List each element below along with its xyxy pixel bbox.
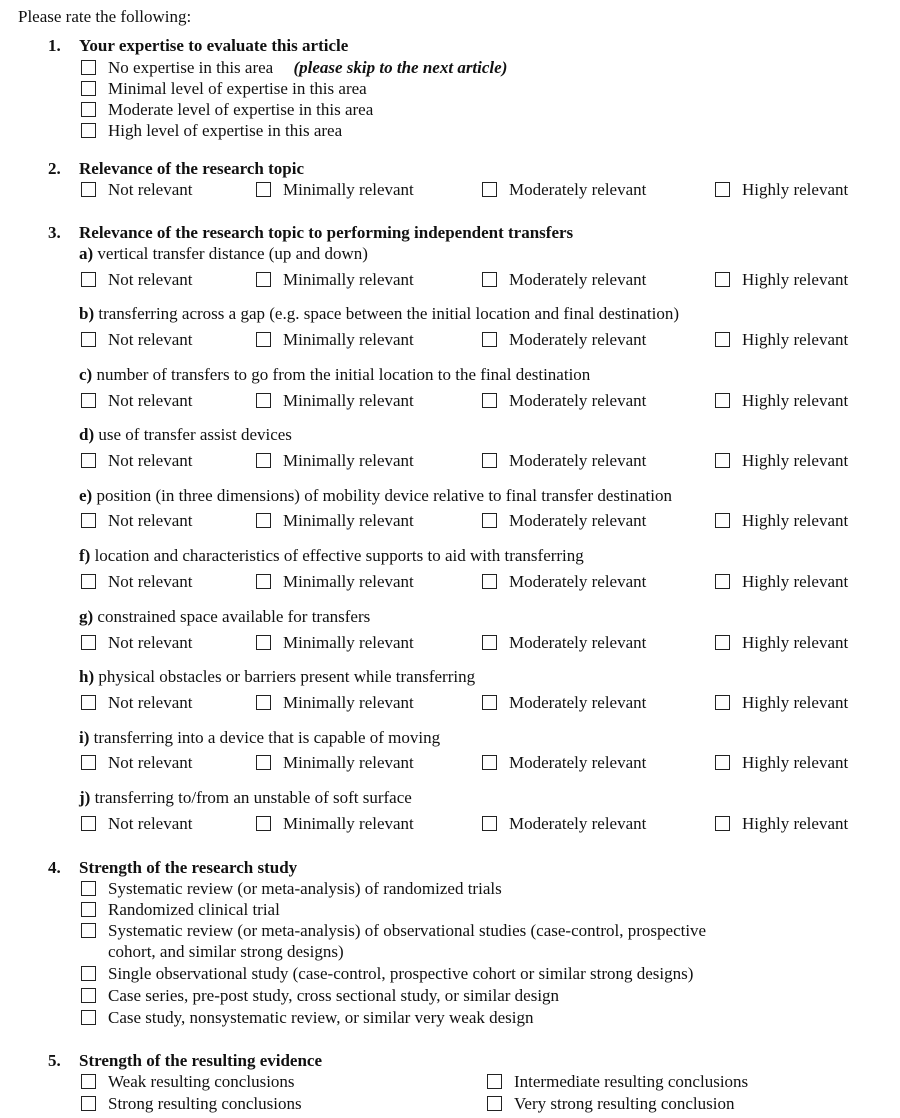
subitem-text: constrained space available for transfers (97, 607, 371, 626)
checkbox[interactable] (81, 635, 96, 650)
checkbox[interactable] (81, 453, 96, 468)
checkbox[interactable] (256, 332, 271, 347)
minimally-relevant-option[interactable]: Minimally relevant (256, 571, 414, 592)
checkbox[interactable] (715, 393, 730, 408)
minimally-relevant-option[interactable]: Minimally relevant (256, 510, 414, 531)
moderately-relevant-option[interactable]: Moderately relevant (482, 510, 646, 531)
evidence-option-weak[interactable]: Weak resulting conclusions (81, 1071, 295, 1092)
checkbox[interactable] (482, 332, 497, 347)
minimally-relevant-option[interactable]: Minimally relevant (256, 390, 414, 411)
checkbox[interactable] (482, 453, 497, 468)
subitem-text: transferring to/from an unstable of soft surface (94, 788, 412, 807)
expertise-option-moderate[interactable]: Moderate level of expertise in this area (81, 99, 373, 120)
checkbox[interactable] (81, 513, 96, 528)
moderately-relevant-option[interactable]: Moderately relevant (482, 752, 646, 773)
checkbox[interactable] (256, 453, 271, 468)
subitem-text: number of transfers to go from the initial location to the final destination (96, 365, 591, 384)
highly-relevant-option[interactable]: Highly relevant (715, 510, 848, 531)
moderately-relevant-option[interactable]: Moderately relevant (482, 269, 646, 290)
checkbox[interactable] (81, 272, 96, 287)
study-option-4[interactable]: Single observational study (case-control, prospective cohort or similar strong designs) (81, 963, 693, 984)
checkbox[interactable] (256, 182, 271, 197)
highly-relevant-option[interactable]: Highly relevant (715, 632, 848, 653)
highly-relevant-option[interactable]: Highly relevant (715, 752, 848, 773)
minimally-relevant-option[interactable]: Minimally relevant (256, 450, 414, 471)
question-number: 5. (48, 1051, 61, 1070)
checkbox[interactable] (81, 1096, 96, 1111)
question-title: Strength of the resulting evidence (79, 1051, 323, 1070)
checkbox[interactable] (482, 695, 497, 710)
checkbox[interactable] (715, 755, 730, 770)
subitem-text: physical obstacles or barriers present while transferring (98, 667, 476, 686)
evidence-option-intermediate[interactable]: Intermediate resulting conclusions (487, 1071, 748, 1092)
moderately-relevant-option[interactable]: Moderately relevant (482, 632, 646, 653)
checkbox[interactable] (81, 1074, 96, 1089)
checkbox[interactable] (482, 755, 497, 770)
subitem-text: location and characteristics of effective supports to aid with transferring (94, 546, 584, 565)
checkbox[interactable] (256, 635, 271, 650)
moderately-relevant-option[interactable]: Moderately relevant (482, 329, 646, 350)
checkbox[interactable] (715, 513, 730, 528)
checkbox[interactable] (81, 182, 96, 197)
moderately-relevant-option[interactable]: Moderately relevant (482, 813, 646, 834)
subitem-text: position (in three dimensions) of mobility device relative to final transfer destination (96, 486, 672, 505)
minimally-relevant-option[interactable]: Minimally relevant (256, 179, 414, 200)
minimally-relevant-option[interactable]: Minimally relevant (256, 752, 414, 773)
not-relevant-option[interactable]: Not relevant (81, 571, 193, 592)
not-relevant-option[interactable]: Not relevant (81, 632, 193, 653)
checkbox[interactable] (715, 182, 730, 197)
question-title: Relevance of the research topic (79, 159, 305, 178)
checkbox[interactable] (81, 574, 96, 589)
expertise-option-none[interactable]: No expertise in this area (please skip to the next article) (81, 57, 507, 78)
study-option-5[interactable]: Case series, pre-post study, cross sectional study, or similar design (81, 985, 559, 1006)
checkbox[interactable] (482, 635, 497, 650)
highly-relevant-option[interactable]: Highly relevant (715, 179, 848, 200)
moderately-relevant-option[interactable]: Moderately relevant (482, 450, 646, 471)
checkbox[interactable] (715, 574, 730, 589)
checkbox[interactable] (715, 635, 730, 650)
study-option-3[interactable]: Systematic review (or meta-analysis) of observational studies (case-control, prospective (81, 920, 706, 941)
checkbox[interactable] (482, 816, 497, 831)
not-relevant-option[interactable]: Not relevant (81, 329, 193, 350)
not-relevant-option[interactable]: Not relevant (81, 179, 193, 200)
checkbox[interactable] (81, 923, 96, 938)
expertise-option-high[interactable]: High level of expertise in this area (81, 120, 342, 141)
expertise-option-minimal[interactable]: Minimal level of expertise in this area (81, 78, 367, 99)
checkbox[interactable] (256, 816, 271, 831)
moderately-relevant-option[interactable]: Moderately relevant (482, 179, 646, 200)
not-relevant-option[interactable]: Not relevant (81, 510, 193, 531)
highly-relevant-option[interactable]: Highly relevant (715, 571, 848, 592)
checkbox[interactable] (81, 102, 96, 117)
checkbox[interactable] (81, 60, 96, 75)
highly-relevant-option[interactable]: Highly relevant (715, 692, 848, 713)
question-number: 3. (48, 223, 61, 242)
checkbox[interactable] (256, 393, 271, 408)
moderately-relevant-option[interactable]: Moderately relevant (482, 692, 646, 713)
checkbox[interactable] (482, 393, 497, 408)
intro-text: Please rate the following: (18, 7, 192, 26)
checkbox[interactable] (482, 272, 497, 287)
checkbox[interactable] (715, 453, 730, 468)
question-number: 1. (48, 36, 61, 55)
checkbox[interactable] (256, 755, 271, 770)
checkbox[interactable] (81, 988, 96, 1003)
checkbox[interactable] (81, 123, 96, 138)
not-relevant-option[interactable]: Not relevant (81, 692, 193, 713)
skip-note: (please skip to the next article) (293, 58, 508, 77)
checkbox[interactable] (256, 513, 271, 528)
subitem-text: transferring across a gap (e.g. space between the initial location and final destination) (98, 304, 679, 323)
minimally-relevant-option[interactable]: Minimally relevant (256, 692, 414, 713)
subitem-text: use of transfer assist devices (98, 425, 292, 444)
question-number: 4. (48, 858, 61, 877)
study-option-2[interactable]: Randomized clinical trial (81, 899, 280, 920)
checkbox[interactable] (81, 393, 96, 408)
checkbox[interactable] (482, 182, 497, 197)
checkbox[interactable] (81, 966, 96, 981)
question-title: Relevance of the research topic to performing independent transfers (79, 223, 574, 242)
not-relevant-option[interactable]: Not relevant (81, 752, 193, 773)
minimally-relevant-option[interactable]: Minimally relevant (256, 269, 414, 290)
study-option-3-continuation: cohort, and similar strong designs) (108, 942, 344, 961)
moderately-relevant-option[interactable]: Moderately relevant (482, 390, 646, 411)
checkbox[interactable] (81, 881, 96, 896)
checkbox[interactable] (81, 81, 96, 96)
checkbox[interactable] (81, 332, 96, 347)
checkbox[interactable] (715, 695, 730, 710)
highly-relevant-option[interactable]: Highly relevant (715, 450, 848, 471)
minimally-relevant-option[interactable]: Minimally relevant (256, 632, 414, 653)
minimally-relevant-option[interactable]: Minimally relevant (256, 813, 414, 834)
highly-relevant-option[interactable]: Highly relevant (715, 813, 848, 834)
study-option-6[interactable]: Case study, nonsystematic review, or similar very weak design (81, 1007, 534, 1028)
checkbox[interactable] (81, 902, 96, 917)
evidence-option-strong[interactable]: Strong resulting conclusions (81, 1093, 302, 1114)
checkbox[interactable] (81, 695, 96, 710)
highly-relevant-option[interactable]: Highly relevant (715, 390, 848, 411)
checkbox[interactable] (487, 1096, 502, 1111)
highly-relevant-option[interactable]: Highly relevant (715, 329, 848, 350)
subitem-text: vertical transfer distance (up and down) (97, 244, 368, 263)
question-title: Strength of the research study (79, 858, 298, 877)
checkbox[interactable] (81, 1010, 96, 1025)
checkbox[interactable] (81, 755, 96, 770)
checkbox[interactable] (487, 1074, 502, 1089)
checkbox[interactable] (482, 574, 497, 589)
checkbox[interactable] (256, 272, 271, 287)
not-relevant-option[interactable]: Not relevant (81, 450, 193, 471)
moderately-relevant-option[interactable]: Moderately relevant (482, 571, 646, 592)
question-title: Your expertise to evaluate this article (79, 36, 349, 55)
not-relevant-option[interactable]: Not relevant (81, 390, 193, 411)
checkbox[interactable] (482, 513, 497, 528)
subitem-text: transferring into a device that is capable of moving (93, 728, 441, 747)
checkbox[interactable] (256, 574, 271, 589)
evidence-option-very-strong[interactable]: Very strong resulting conclusion (487, 1093, 735, 1114)
checkbox[interactable] (81, 816, 96, 831)
highly-relevant-option[interactable]: Highly relevant (715, 269, 848, 290)
checkbox[interactable] (715, 332, 730, 347)
not-relevant-option[interactable]: Not relevant (81, 813, 193, 834)
checkbox[interactable] (256, 695, 271, 710)
minimally-relevant-option[interactable]: Minimally relevant (256, 329, 414, 350)
not-relevant-option[interactable]: Not relevant (81, 269, 193, 290)
checkbox[interactable] (715, 272, 730, 287)
question-number: 2. (48, 159, 61, 178)
checkbox[interactable] (715, 816, 730, 831)
study-option-1[interactable]: Systematic review (or meta-analysis) of randomized trials (81, 878, 502, 899)
